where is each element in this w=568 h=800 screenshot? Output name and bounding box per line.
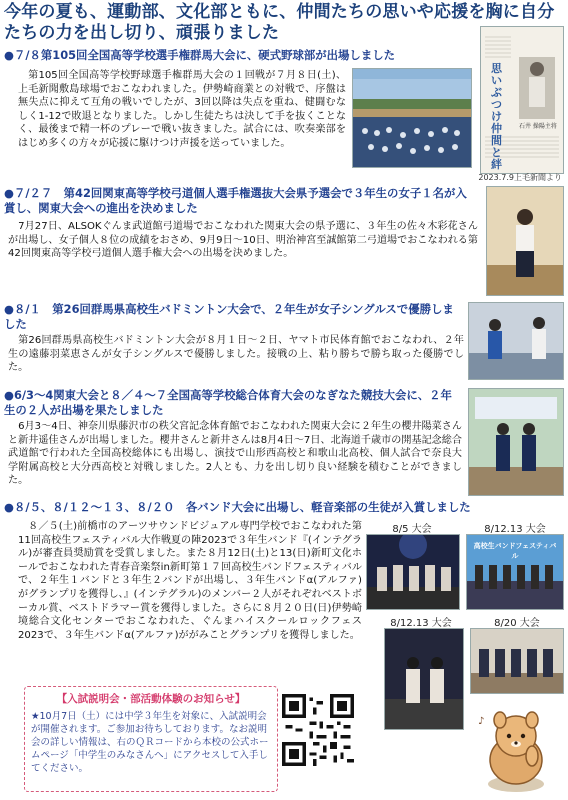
band-stage-image-1 xyxy=(367,535,459,609)
band-banner-text: 高校生バンドフェスティバル xyxy=(473,542,557,560)
section-body-badminton: 第26回群馬県高校生バドミントン大会が８月１日〜２日、ヤマト市民体育館でおこなわれ、２年生の遠藤羽菜恵さんが女子シングルスで優勝しました。接戦の上、粘り勝ちで勝ち取った優勝でした。 xyxy=(8,335,464,374)
section-title-naginata: ●6/3〜4関東大会と８／４〜７全国高等学校総合体育大会のなぎなた競技大会に、２年生の２人が出場を果たしました xyxy=(4,388,452,417)
section-title-baseball: ●７/８第105回全国高等学校選手権群馬大会に、硬式野球部が出場しました xyxy=(4,48,395,62)
info-box-body: ★10月7日（土）には中学３年生を対象に、入試説明会が開催されます。ご参加お待ちしております。なお説明会の詳しい情報は、右のＱＲコードから本校の公式ホームページ「中学生のみなさんへ」にアクセスして入手してください。 xyxy=(31,711,269,774)
band-photo-2 xyxy=(466,534,564,610)
band-photo-1 xyxy=(366,534,460,610)
band-photo-3 xyxy=(384,628,464,730)
info-box xyxy=(24,686,278,792)
baseball-stadium-image xyxy=(353,69,471,167)
newspaper-name-tag: 石井 操陽主将 xyxy=(519,123,557,130)
badminton-photo xyxy=(468,302,564,380)
band-photo-4 xyxy=(470,628,564,694)
band-award-image xyxy=(385,629,463,729)
naginata-students-image xyxy=(469,389,563,495)
band-group-image xyxy=(471,629,563,693)
section-title-kyudo: ●７/２７ 第42回関東高等学校弓道個人選手権選抜大会県予選会で３年生の女子１名が入賞し、関東大会への進出を決めました xyxy=(4,186,467,215)
qr-code-icon xyxy=(282,694,354,766)
section-body-kyudo: 7月27日、ALSOKぐんま武道館弓道場でおこなわれた関東大会の県予選に、３年生の佐々木彩花さんが出場し、女子個人８位の成績をおさめ、9月9日〜10日、明治神宮至誠館第二弓道場でおこなわれる第42回関東高等学校弓道個人選手権大会への出場を決めました。 xyxy=(8,221,478,260)
kyudo-photo xyxy=(486,186,564,296)
baseball-photo xyxy=(352,68,472,168)
band-caption-4: 8/20 大会 xyxy=(494,618,540,629)
kyudo-student-image xyxy=(487,187,563,295)
mascot-illustration xyxy=(470,702,562,794)
band-caption-1: 8/5 大会 xyxy=(392,524,432,535)
mascot-character-icon xyxy=(470,702,562,794)
info-box-title: 【入試説明会・部活動体験のお知らせ】 xyxy=(56,693,246,705)
newspaper-clipping xyxy=(480,26,564,174)
qr-code[interactable] xyxy=(282,694,354,766)
section-title-badminton: ●８/１ 第26回群馬県高校生バドミントン大会で、２年生が女子シングルスで優勝しました xyxy=(4,302,454,331)
newspaper-caption: 2023.7.9上毛新聞より xyxy=(478,173,562,182)
section-body-band: ８／５(土)前橋市のアーツサウンドビジュアル専門学校でおこなわれた第11回高校生フェスティバル大作戦夏の陣2023で３年生バンド『(インテグラル)が審査員奨励賞を受賞しました。また８月12日(土)と13(日)新町文化ホールでおこなわれた青春音楽祭in新町第１７回高校生バンドフェスティバルで、２年生１バンドと３年生２バンドが出場し、３年生バンドα(アルファ)がグランプリを獲得し、』(インテグラル)のメンバー２人がそれぞれベストボーカル賞、ベストドラマー賞を獲得しました。さらに８月２０日(日)伊勢崎境総合文化センターでおこなわれた、ぐんまハイスクールロックフェス2023で、３年生バンドα(アルファ)ががみことグランプリを獲得しました。 xyxy=(18,521,362,641)
newspaper-headline: 思いぶつけ仲間と絆 xyxy=(491,62,502,171)
badminton-award-image xyxy=(469,303,563,379)
section-body-baseball: 第105回全国高等学校野球選手権群馬大会の１回戦が７月８日(土)、上毛新聞敷島球場でおこなわれました。伊勢崎商業との対戦で、序盤は無失点に抑えて互角の戦いでしたが、3回以降は失点を重ね、健闘むなしく1-12で敗退となりました。しかし生徒たちは決して手を抜くことなく、最後まで精一杯のプレーで戦い抜きました。試合には、吹奏楽部をはじめ多くの方々が応援に駆けつけ声援を送っていました。 xyxy=(18,70,347,149)
section-title-band: ●８/５、８/１２〜１３、８/２０ 各バンド大会に出場し、軽音楽部の生徒が入賞しました xyxy=(4,500,471,514)
band-caption-3: 8/12.13 大会 xyxy=(390,618,452,629)
section-body-naginata: 6月3〜4日、神奈川県藤沢市の秩父宮記念体育館でおこなわれた関東大会に２年生の櫻井陽菜さんと新井遥佳さんが出場しました。櫻井さんと新井さんは8月4日〜7日、北海道千歳市の開基記念総合武道館で行われた全国高校総体にも出場し、演技で山形西高校と和歌山北高校、個人試合で奈良大学附属高校と大分西高校と対戦しました。2人とも、力を出し切り良い経験を積むことができました。 xyxy=(8,421,462,487)
band-caption-2: 8/12.13 大会 xyxy=(484,524,546,535)
naginata-photo xyxy=(468,388,564,496)
svg-text:♪: ♪ xyxy=(478,716,485,727)
page-headline: 今年の夏も、運動部、文化部ともに、仲間たちの思いや応援を胸に自分たちの力を出し切り、頑張りました xyxy=(4,2,555,43)
